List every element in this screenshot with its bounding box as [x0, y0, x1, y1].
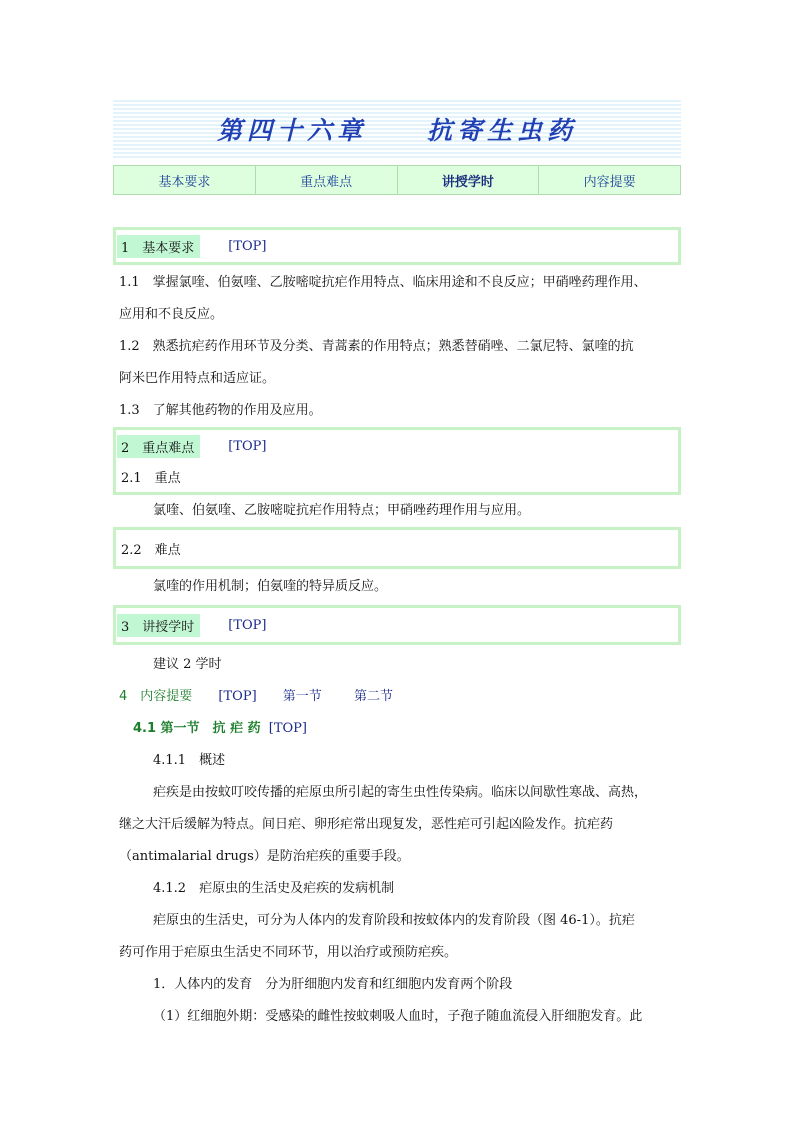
teaching-hours-text: 建议 2 学时 — [153, 657, 222, 672]
nav-bar — [113, 165, 681, 195]
para-1-line-3: （antimalarial drugs）是防治疟疾的重要手段。 — [119, 849, 410, 864]
section-3-top-link[interactable]: [TOP] — [228, 617, 267, 633]
nav-basic-requirements[interactable]: 基本要求 — [113, 165, 255, 195]
subsection-2-1: 2.1 重点 — [121, 470, 181, 486]
key-points-text: 氯喹、伯氨喹、乙胺嘧啶抗疟作用特点；甲硝唑药理作用与应用。 — [153, 503, 531, 518]
section-2-1-body — [113, 495, 681, 527]
para-1-line-1: 疟疾是由按蚊叮咬传播的疟原虫所引起的寄生虫性传染病。临床以间歇性寒战、高热， — [153, 785, 648, 800]
section-4 — [113, 681, 681, 1033]
item-1-2: 1.2 熟悉抗疟药作用环节及分类、青蒿素的作用特点；熟悉替硝唑、二氯尼特、氯喹的抗 — [119, 339, 634, 354]
section-3-header — [113, 605, 681, 645]
para-2-line-2: 药可作用于疟原虫生活史不同环节，用以治疗或预防疟疾。 — [119, 945, 458, 960]
heading-4-1-2: 4.1.2 疟原虫的生活史及疟疾的发病机制 — [153, 881, 395, 896]
section-4-link-second[interactable]: 第二节 — [353, 689, 393, 704]
section-1-header — [113, 227, 681, 265]
para-3: 1．人体内的发育 分为肝细胞内发育和红细胞内发育两个阶段 — [153, 977, 513, 992]
section-2-2-body — [113, 571, 681, 603]
section-2-top-link[interactable]: [TOP] — [228, 438, 267, 454]
title-band — [113, 98, 681, 160]
section-1-top-link[interactable]: [TOP] — [228, 238, 267, 254]
heading-4-1 — [119, 713, 681, 745]
para-1-line-2: 继之大汗后缓解为特点。间日疟、卵形疟常出现复发，恶性疟可引起凶险发作。抗疟药 — [119, 817, 614, 832]
nav-content-summary[interactable]: 内容提要 — [538, 165, 681, 195]
nav-teaching-hours[interactable]: 讲授学时 — [397, 165, 539, 195]
page-title: 第四十六章 抗寄生虫药 — [216, 116, 577, 145]
section-4-link-first[interactable]: 第一节 — [282, 689, 322, 704]
section-4-label: 4 内容提要 — [119, 689, 193, 704]
heading-4-1-top-link[interactable]: [TOP] — [268, 721, 307, 736]
heading-4-1-label: 4.1 第一节 抗 疟 药 — [133, 721, 261, 736]
para-2-line-1: 疟原虫的生活史，可分为人体内的发育阶段和按蚊体内的发育阶段（图 46-1）。抗疟 — [153, 913, 635, 928]
section-4-top-link[interactable]: [TOP] — [218, 689, 257, 704]
heading-4-1-1: 4.1.1 概述 — [153, 753, 226, 768]
subsection-2-2: 2.2 难点 — [121, 542, 181, 558]
section-3-label: 3 讲授学时 — [117, 614, 200, 637]
item-1-1-cont: 应用和不良反应。 — [119, 307, 224, 322]
para-4: （1）红细胞外期：受感染的雌性按蚊刺吸人血时，子孢子随血流侵入肝细胞发育。此 — [153, 1009, 643, 1024]
item-1-3: 1.3 了解其他药物的作用及应用。 — [119, 403, 322, 418]
section-2-header — [113, 427, 681, 495]
nav-key-points[interactable]: 重点难点 — [255, 165, 397, 195]
section-1-body — [113, 267, 681, 427]
section-4-header — [119, 681, 681, 713]
difficult-points-text: 氯喹的作用机制；伯氨喹的特异质反应。 — [153, 579, 388, 594]
section-1-label: 1 基本要求 — [117, 235, 200, 258]
item-1-2-cont: 阿米巴作用特点和适应证。 — [119, 371, 276, 386]
subsection-2-2-header — [113, 527, 681, 569]
item-1-1: 1.1 掌握氯喹、伯氨喹、乙胺嘧啶抗疟作用特点、临床用途和不良反应；甲硝唑药理作用、 — [119, 275, 647, 290]
section-2-label: 2 重点难点 — [117, 435, 200, 458]
section-3-body — [113, 649, 681, 681]
document-page — [113, 98, 681, 1033]
